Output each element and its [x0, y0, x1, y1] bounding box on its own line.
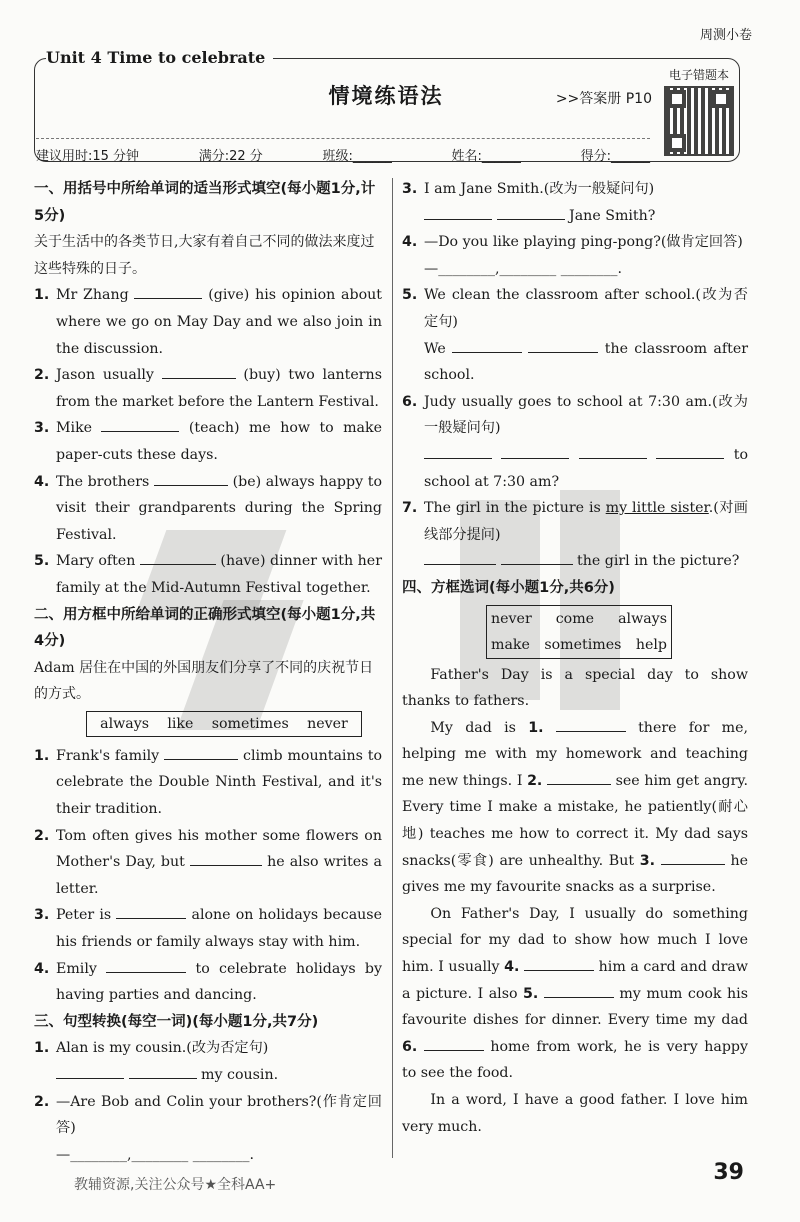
answer-blank[interactable]	[452, 338, 522, 353]
item-text: Frank's family	[56, 747, 160, 764]
answer-blank[interactable]	[106, 958, 186, 973]
answer-line: —________,________ ________.	[56, 1146, 254, 1163]
item-text: school at 7:30 am?	[424, 473, 560, 490]
word-option: come	[555, 610, 595, 627]
score-info-row	[36, 138, 650, 164]
series-label: 周测小卷	[699, 28, 752, 43]
worksheet-header	[34, 46, 746, 164]
item-text: (be) always happy to visit their grandparents during the Spring Festival.	[56, 473, 382, 543]
passage-paragraph: Father's Day is a special day to show thanks to fathers.	[402, 666, 748, 710]
list-item	[34, 956, 382, 1009]
item-text: the classroom after school.	[424, 340, 749, 384]
item-text: climb mountains to celebrate the Double Ninth Festival, and it's their tradition.	[56, 747, 383, 818]
passage-paragraph	[402, 901, 748, 1087]
section-1-title: 一、用括号中所给单词的适当形式填空(每小题1分,计5分)	[34, 181, 376, 224]
class-field: 班级:______	[322, 149, 392, 164]
answer-blank[interactable]	[116, 904, 186, 919]
passage-text: him a card and draw a picture. I also	[402, 959, 749, 1002]
item-text: Mary often	[56, 553, 136, 570]
item-number: 1.	[34, 1040, 50, 1057]
word-option: like	[167, 715, 194, 732]
suggested-time: 建议用时:15 分钟	[36, 149, 140, 164]
word-option: help	[635, 636, 667, 653]
list-item	[34, 1089, 382, 1142]
item-number: 1.	[34, 287, 50, 304]
answer-blank[interactable]	[162, 364, 236, 379]
item-number: 4.	[34, 960, 50, 977]
answer-blank[interactable]	[424, 444, 492, 459]
passage-paragraph: In a word, I have a good father. I love him very much.	[402, 1092, 748, 1135]
blank-number: 6.	[402, 1038, 418, 1055]
answer-line	[402, 203, 748, 230]
word-box	[86, 711, 362, 737]
list-item	[34, 823, 382, 903]
word-option: sometimes	[211, 715, 289, 732]
list-item	[34, 415, 382, 468]
answer-blank[interactable]	[164, 745, 238, 760]
score-field: 得分:______	[580, 149, 650, 164]
section-4-title: 四、方框选词(每小题1分,共6分)	[402, 579, 615, 596]
blank-number: 2.	[527, 772, 543, 789]
item-text: Tom often gives his mother some flowers on Mother's Day, but	[56, 827, 382, 871]
blank-number: 1.	[528, 719, 544, 736]
page-title: 情境练语法	[328, 84, 444, 108]
list-item	[34, 902, 382, 955]
item-number: 3.	[34, 907, 50, 924]
answer-blank[interactable]	[661, 850, 725, 865]
answer-blank[interactable]	[528, 338, 598, 353]
list-item	[402, 389, 748, 442]
blank-number: 5.	[523, 985, 539, 1002]
blank-number: 4.	[504, 959, 520, 976]
item-text: I am Jane Smith.(改为一般疑问句)	[424, 181, 655, 197]
item-text: —Do you like playing ping-pong?(做肯定回答)	[424, 234, 743, 251]
list-item	[402, 229, 748, 256]
name-field: 姓名:______	[451, 149, 521, 164]
list-item	[402, 495, 748, 548]
answer-blank[interactable]	[424, 550, 496, 565]
item-number: 4.	[402, 234, 418, 251]
list-item	[34, 743, 382, 823]
answer-blank[interactable]	[544, 983, 614, 998]
answer-blank[interactable]	[140, 550, 216, 565]
answer-blank[interactable]	[497, 205, 565, 220]
item-number: 3.	[34, 420, 50, 437]
answer-line	[402, 442, 748, 495]
answer-blank[interactable]	[424, 205, 492, 220]
passage-text: On Father's Day, I usually do something special for my dad to show how much I love him. I usually	[402, 905, 748, 976]
answer-blank[interactable]	[547, 770, 611, 785]
item-text: Judy usually goes to school at 7:30 am.(改为一般疑问句)	[424, 393, 748, 437]
item-text: to	[733, 446, 748, 463]
item-number: 5.	[402, 287, 418, 304]
item-number: 2.	[34, 1093, 50, 1110]
full-score: 满分:22 分	[198, 149, 263, 164]
item-number: 2.	[34, 367, 50, 384]
item-text: (buy) two lanterns from the market before the Lantern Festival.	[56, 367, 382, 410]
item-text: The brothers	[56, 473, 150, 490]
item-text: he also writes a letter.	[56, 854, 383, 897]
item-text: to celebrate holidays by having parties and dancing.	[56, 960, 382, 1004]
item-text: Mike	[56, 420, 93, 437]
list-item	[402, 176, 748, 203]
item-text: —Are Bob and Colin your brothers?(作肯定回答)	[56, 1093, 382, 1137]
item-text: my cousin.	[201, 1067, 279, 1083]
underlined-phrase: my little sister	[605, 500, 709, 517]
section-1-intro: 关于生活中的各类节日,大家有着自己不同的做法来度过这些特殊的日子。	[34, 234, 375, 277]
column-divider	[392, 178, 393, 1158]
word-option: make	[491, 636, 530, 653]
item-number: 2.	[34, 827, 50, 844]
qr-block	[658, 66, 740, 156]
word-option: always	[100, 715, 150, 732]
passage-text: there for me, helping me with my homework and teaching me new things. I	[402, 719, 749, 789]
word-option: never	[491, 610, 532, 627]
answer-blank[interactable]	[56, 1064, 124, 1079]
list-item	[34, 282, 382, 362]
answer-line	[402, 336, 748, 389]
answer-blank[interactable]	[556, 717, 626, 732]
item-number: 6.	[402, 393, 418, 410]
item-text: The girl in the picture is	[424, 500, 606, 517]
list-item	[402, 282, 748, 335]
item-number: 4.	[34, 473, 50, 490]
section-2-title: 二、用方框中所给单词的正确形式填空(每小题1分,共4分)	[34, 606, 376, 650]
item-text: Mr Zhang	[56, 287, 129, 304]
item-text: (give) his opinion about where we go on May Day and we also join in the discussion.	[56, 287, 382, 357]
qr-label: 电子错题本	[668, 68, 729, 82]
item-text: (have) dinner with her family at the Mid-Autumn Festival together.	[56, 553, 382, 596]
item-text: Jason usually	[56, 367, 154, 384]
answer-line: —________,________ ________.	[424, 260, 622, 277]
passage-text: he gives me my favourite snacks as a surprise.	[402, 852, 749, 896]
answer-blank[interactable]	[656, 444, 724, 459]
answer-blank[interactable]	[101, 417, 179, 432]
passage-text: see him get angry. Every time I make a mistake, he patiently(耐心地) teaches me how to correct it. My dad says snacks(零食) are unhealthy. But	[402, 772, 748, 869]
answer-line	[34, 1062, 382, 1089]
word-option: always	[618, 610, 667, 627]
answer-blank[interactable]	[424, 1036, 484, 1051]
answer-blank[interactable]	[190, 851, 262, 866]
answer-blank[interactable]	[154, 471, 228, 486]
passage-paragraph	[402, 715, 748, 901]
item-text: Alan is my cousin.(改为否定句)	[56, 1040, 269, 1057]
passage-text: My dad is	[430, 719, 516, 736]
passage-text: home from work, he is very happy to see the food.	[402, 1038, 749, 1082]
answer-reference: >>答案册 P10	[555, 91, 652, 107]
section-2-intro: Adam 居住在中国的外国朋友们分享了不同的庆祝节日的方式。	[34, 659, 374, 703]
word-option: never	[307, 715, 348, 732]
item-text: .(对画线部分提问)	[424, 500, 748, 543]
blank-number: 3.	[639, 852, 656, 869]
answer-blank[interactable]	[524, 956, 594, 971]
answer-blank[interactable]	[501, 444, 569, 459]
unit-title: Unit 4 Time to celebrate	[46, 48, 273, 67]
passage-text: my mum cook his favourite dishes for dinner. Every time my dad	[402, 985, 748, 1029]
item-text: (teach) me how to make paper-cuts these days.	[56, 420, 382, 463]
right-column	[402, 176, 748, 1140]
answer-blank[interactable]	[129, 1064, 197, 1079]
answer-line	[402, 548, 748, 575]
item-number: 1.	[34, 747, 50, 764]
item-text: Peter is	[56, 907, 112, 924]
qr-code-icon[interactable]	[664, 86, 734, 156]
item-number: 7.	[402, 500, 418, 517]
item-text: the girl in the picture?	[577, 553, 740, 570]
word-box	[486, 605, 672, 659]
list-item	[34, 469, 382, 549]
page-number: 39	[713, 1160, 744, 1185]
list-item	[34, 1035, 382, 1062]
item-text: Emily	[56, 960, 97, 977]
list-item	[34, 548, 382, 601]
word-option: sometimes	[544, 636, 622, 653]
answer-blank[interactable]	[579, 444, 647, 459]
answer-blank[interactable]	[501, 550, 573, 565]
item-text: Jane Smith?	[569, 207, 656, 224]
footer-note: 教辅资源,关注公众号★全科AA+	[74, 1177, 277, 1193]
item-number: 3.	[402, 181, 418, 197]
item-text: alone on holidays because his friends or family always stay with him.	[56, 907, 382, 951]
item-text: We	[424, 340, 446, 357]
item-number: 5.	[34, 553, 50, 570]
list-item	[34, 362, 382, 415]
left-column	[34, 176, 382, 1168]
item-text: We clean the classroom after school.(改为否定句)	[424, 287, 748, 330]
answer-blank[interactable]	[134, 284, 202, 299]
section-3-title: 三、句型转换(每空一词)(每小题1分,共7分)	[34, 1013, 319, 1030]
